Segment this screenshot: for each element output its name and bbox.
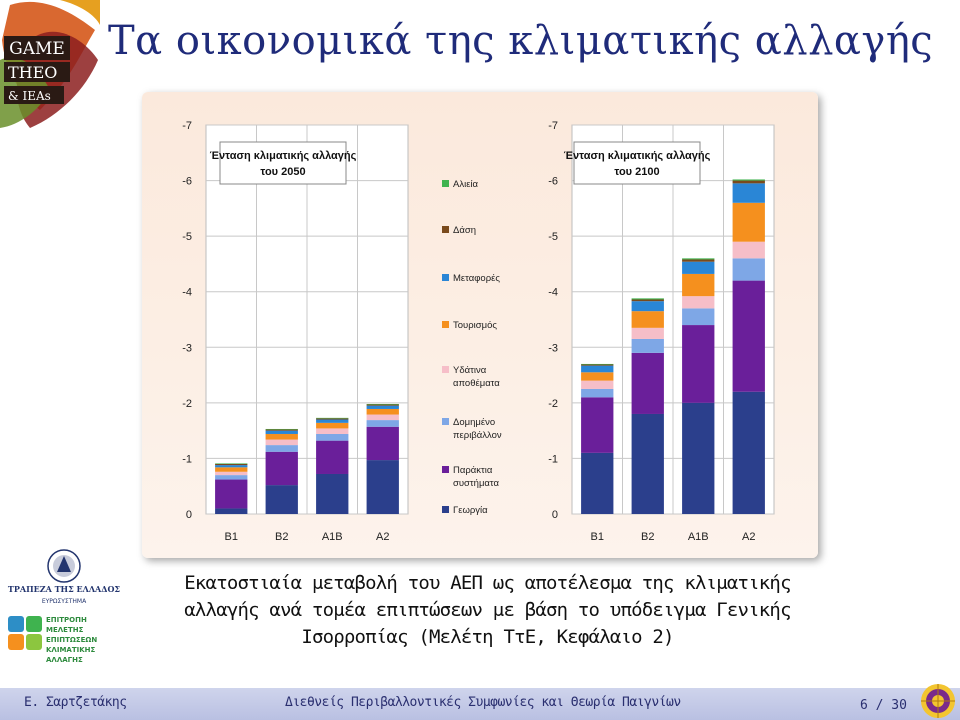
bar-segment [733,183,765,202]
bank-of-greece-logo [4,548,124,608]
x-tick-label: A2 [742,531,756,543]
bar-segment [266,440,298,446]
x-tick-label: A2 [376,531,390,543]
y-tick-label: -3 [548,342,558,355]
bar-segment [682,274,714,296]
bar-segment [733,242,765,259]
bar-segment [215,475,247,479]
bar-segment [266,430,298,431]
bar-segment [367,405,399,406]
legend-swatch [442,466,449,473]
bank-logo-line2: ΕΥΡΩΣΥΣΤΗΜΑ [41,598,87,605]
bank-logo-line1: ΤΡΑΠΕΖΑ ΤΗΣ ΕΛΛΑΔΟΣ [7,584,121,594]
bar-segment [682,325,714,403]
caption-line-3: Ισορροπίας (Μελέτη ΤτΕ, Κεφάλαιο 2) [301,626,674,648]
bar-segment [733,258,765,280]
bar-segment [367,415,399,421]
bar-segment [682,258,714,259]
bar-segment [632,311,664,328]
chart-panel [142,92,818,558]
legend-label: Δομημένο [453,417,496,428]
x-tick-label: B1 [224,531,238,543]
bar-segment [682,262,714,274]
bar-segment [266,485,298,514]
y-tick-label: -1 [182,453,192,466]
bar-segment [367,460,399,514]
y-tick-label: -4 [548,286,558,299]
bar-segment [581,366,613,373]
bar-segment [215,472,247,475]
committee-logo-line2: ΜΕΛΕΤΗΣ [46,626,84,634]
legend-swatch [442,321,449,328]
y-tick-label: -6 [182,175,192,188]
legend-swatch [442,274,449,281]
y-tick-label: 0 [185,509,192,521]
y-tick-label: -3 [182,342,192,355]
bar-segment [215,467,247,471]
bar-segment [367,404,399,405]
bar-segment [581,381,613,389]
university-seal-icon [918,682,958,720]
footer-page-number: 6 / 30 [860,698,907,713]
game-theory-logo [0,0,100,130]
bar-segment [581,364,613,365]
bar-segment [632,301,664,311]
bar-segment [682,403,714,514]
y-tick-label: -2 [182,397,192,410]
bar-segment [215,463,247,464]
legend-label: συστήματα [453,478,500,489]
bar-segment [682,308,714,325]
bar-segment [581,365,613,366]
chart-title-line: του 2050 [260,166,306,178]
y-tick-label: -7 [548,120,558,132]
legend-label: περιβάλλον [453,430,502,441]
bar-segment [266,452,298,485]
bar-segment [316,428,348,434]
slide-title: Τα οικονομικά της κλιματικής αλλαγής [108,18,934,64]
bar-segment [266,445,298,452]
footer-author: Ε. Σαρτζετάκης [24,695,127,710]
legend-label: Υδάτινα [453,365,487,376]
bar-segment [632,414,664,514]
bar-segment [316,474,348,514]
bar-segment [266,431,298,434]
chart-caption [120,570,855,651]
bar-segment [581,389,613,397]
bar-segment [632,353,664,414]
legend-label: Αλιεία [453,179,479,190]
y-tick-label: -4 [182,286,192,299]
bar-segment [316,418,348,419]
footer-course: Διεθνείς Περιβαλλοντικές Συμφωνίες και Θεωρία Παιγνίων [285,695,681,710]
bar-segment [367,409,399,415]
legend-swatch [442,180,449,187]
committee-logo-line1: ΕΠΙΤΡΟΠΗ [46,616,87,624]
bar-segment [215,464,247,465]
bar-segment [316,418,348,419]
x-tick-label: B2 [641,531,655,543]
committee-logo-line4: ΚΛΙΜΑΤΙΚΗΣ [46,646,96,654]
y-tick-label: -5 [182,231,192,244]
bar-segment [733,179,765,180]
committee-logo-line5: ΑΛΛΑΓΗΣ [46,656,83,664]
legend-label: Τουρισμός [453,320,497,331]
bar-segment [316,441,348,474]
climate-committee-logo [4,612,124,670]
legend-label: Γεωργία [453,505,488,516]
bar-segment [316,420,348,423]
game-logo-line3: & IEAs [8,89,51,103]
bar-segment [367,427,399,460]
x-tick-label: B2 [275,531,289,543]
bar-segment [581,372,613,380]
caption-line-1: Εκατοστιαία μεταβολή του ΑΕΠ ως αποτέλεσμα της κλιματικής [184,572,791,594]
bar-segment [733,203,765,242]
bar-segment [367,406,399,409]
y-tick-label: -2 [548,397,558,410]
bar-segment [266,429,298,430]
y-tick-label: -7 [182,120,192,132]
legend-swatch [442,226,449,233]
bar-segment [632,299,664,301]
legend-swatch [442,366,449,373]
bar-segment [316,423,348,429]
x-tick-label: A1B [687,531,709,543]
bar-segment [215,508,247,514]
committee-logo-line3: ΕΠΙΠΤΩΣΕΩΝ [46,636,98,644]
bar-segment [632,328,664,339]
legend-label: Μεταφορές [453,273,500,284]
caption-line-2: αλλαγής ανά τομέα επιπτώσεων με βάση το υπόδειγμα Γενικής [184,599,791,621]
x-tick-label: B1 [590,531,604,543]
bar-segment [581,397,613,453]
bar-segment [632,339,664,353]
legend-label: Δάση [453,225,476,236]
bar-segment [632,298,664,299]
bar-segment [367,420,399,427]
chart-svg [142,92,818,558]
game-logo-line1: GAME [9,39,65,59]
y-tick-label: -1 [548,453,558,466]
footer-bar [0,688,960,720]
legend-swatch [442,506,449,513]
bar-segment [733,181,765,184]
chart-title-line: του 2100 [614,166,660,178]
bar-segment [215,465,247,467]
bar-segment [215,480,247,509]
bar-segment [682,296,714,308]
bar-segment [682,259,714,261]
y-tick-label: -5 [548,231,558,244]
y-tick-label: 0 [551,509,558,521]
bar-segment [581,453,613,514]
chart-title-line: Ένταση κλιματικής αλλαγής [563,150,711,162]
bar-segment [733,281,765,392]
x-tick-label: A1B [321,531,343,543]
legend-label: αποθέματα [453,378,500,389]
chart-title-line: Ένταση κλιματικής αλλαγής [209,150,357,162]
bar-segment [733,392,765,514]
bar-segment [266,434,298,440]
legend-label: Παράκτια [453,465,493,476]
bar-segment [316,434,348,441]
y-tick-label: -6 [548,175,558,188]
game-logo-line2: THEO [8,63,58,82]
legend-swatch [442,418,449,425]
